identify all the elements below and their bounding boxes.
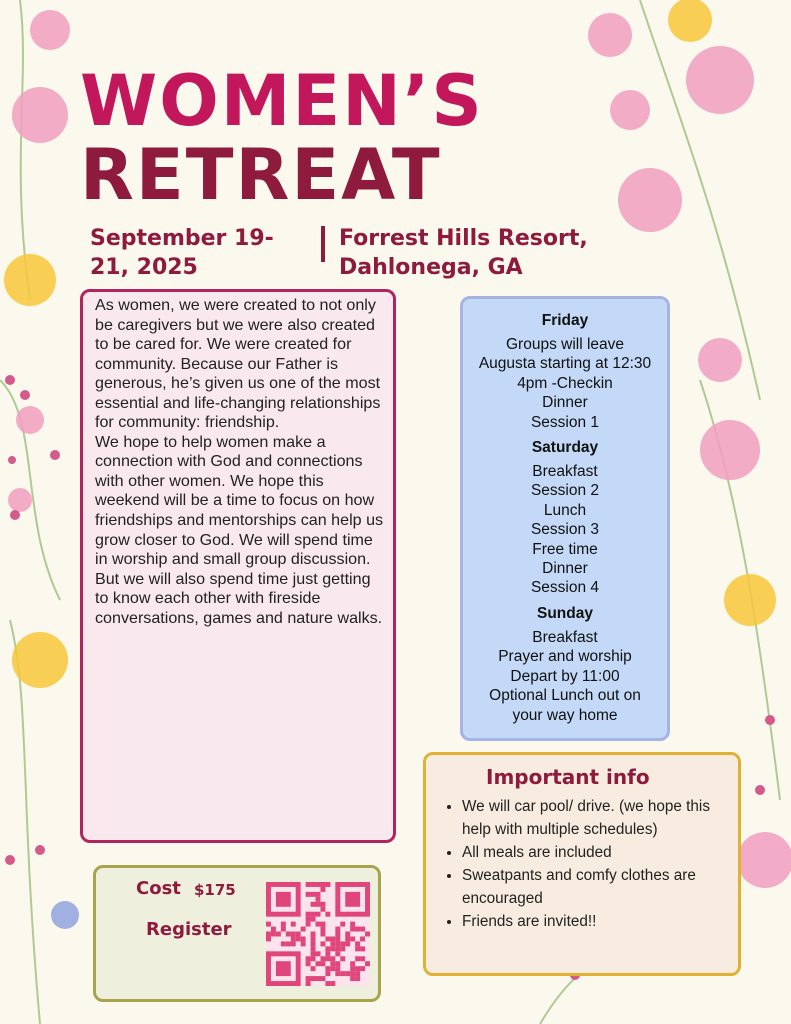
header-divider (321, 226, 325, 262)
schedule-item: Free time (532, 540, 598, 558)
schedule-day: Friday (541, 312, 589, 329)
cost-label: Cost (136, 878, 181, 899)
register-label: Register (146, 919, 232, 940)
schedule-item: Session 4 (530, 579, 600, 597)
schedule-item: 4pm -Checkin (517, 374, 613, 392)
title-line-2: RETREAT (80, 134, 442, 216)
info-item: • Friends are invited!! (462, 910, 726, 933)
schedule-day: Saturday (531, 439, 599, 457)
description-panel (80, 289, 396, 843)
event-date: September 19-21, 2025 (90, 226, 274, 280)
event-location: Forrest Hills Resort, Dahlonega, GA (339, 226, 588, 280)
cost-panel (93, 865, 381, 1002)
qr-code-icon[interactable] (266, 882, 370, 986)
schedule-item: your way home (512, 706, 618, 724)
schedule-item: Dinner (542, 394, 588, 412)
important-info-panel (423, 752, 741, 976)
schedule-item: Dinner (542, 560, 588, 578)
schedule-day: Sunday (537, 604, 593, 622)
schedule-item: Breakfast (532, 463, 598, 481)
description-text: As women, we were created to not only be caregivers but we were also created to be cared for. We were created for community. Because our Father is generous, he’s given us one of the most essential and life-changing relationships for community: friendship. We hope to help women make a connection with God and connections with other women. We hope this weekend will be a time to focus on how friendships and mentorships can help us grow closer to God. We will spend time in worship and small group discussion. But we will also spend time just getting to know each other with fireside conversations, games and nature walks. (95, 296, 384, 627)
schedule-item: Optional Lunch out on (489, 687, 641, 705)
info-item: • Sweatpants and comfy clothes are encouraged (462, 864, 726, 910)
info-item: • We will car pool/ drive. (we hope this help with multiple schedules) (462, 795, 726, 841)
schedule-item: Lunch (543, 501, 587, 519)
schedule-item: Prayer and worship (498, 648, 632, 666)
info-heading: Important info (486, 765, 650, 789)
schedule-item: Breakfast (532, 628, 598, 646)
info-list (426, 795, 738, 933)
schedule-item: Session 3 (530, 521, 600, 539)
schedule-item: Groups will leave (505, 336, 625, 353)
schedule-item: Depart by 11:00 (510, 667, 620, 685)
schedule-item: Session 2 (530, 482, 600, 500)
schedule-panel (460, 296, 670, 741)
cost-value: $175 (194, 881, 236, 899)
schedule-item: Session 1 (530, 413, 600, 431)
info-item: • All meals are included (462, 841, 726, 864)
title-line-1: WOMEN’S (80, 60, 484, 142)
schedule-item: Augusta starting at 12:30 (478, 355, 652, 373)
